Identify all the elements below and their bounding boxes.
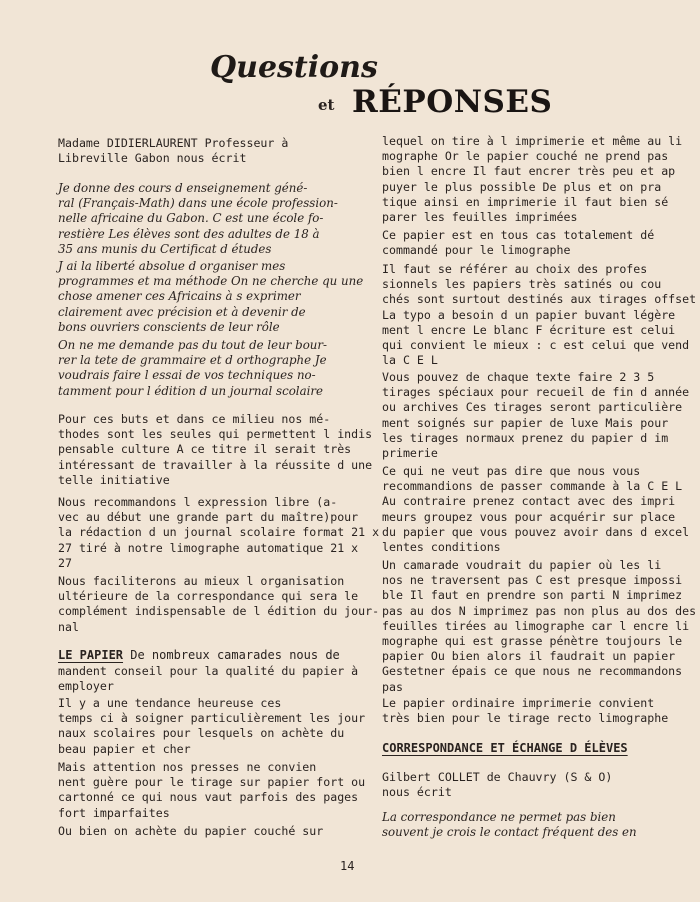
- text-line: Je donne des cours d enseignement géné-: [58, 181, 308, 195]
- paragraph-commande-cel: [382, 464, 690, 555]
- text-line: Il faut se référer au choix des profes: [382, 262, 648, 276]
- text-line: ment soignés sur papier de luxe Mais pour: [382, 415, 669, 430]
- text-line: ou archives Ces tirages seront particulière: [382, 400, 683, 415]
- text-line: La typo a besoin d un papier buvant légère: [382, 307, 676, 322]
- text-line: rer la tete de grammaire et d orthographe Je: [58, 353, 327, 368]
- text-line: intéressant de travailler à la réussite d une: [58, 457, 373, 472]
- title-et: et: [318, 96, 335, 114]
- text-line: nos ne traversent pas C est presque impossi: [382, 573, 683, 588]
- paragraph-attention: [58, 760, 366, 821]
- text-line: restière Les élèves sont des adultes de 18 à: [58, 226, 320, 241]
- text-line: On ne me demande pas du tout de leur bour-: [58, 338, 328, 352]
- title-questions: Questions: [210, 50, 378, 85]
- text-line: Mais attention nos presses ne convien: [58, 760, 317, 774]
- text-line: cartonné ce qui nous vaut parfois des pages: [58, 790, 359, 805]
- text-line: tique ainsi en imprimerie il faut bien sé: [382, 194, 669, 209]
- paragraph-decommande: [382, 228, 677, 258]
- paragraph-expression-libre: [58, 495, 380, 571]
- letter-paragraph-2: [58, 259, 364, 335]
- text-line: naux scolaires pour lesquels on achète du: [58, 726, 345, 741]
- text-line: lentes conditions: [382, 540, 501, 555]
- text-line: mandent conseil pour la qualité du papier à: [58, 664, 359, 678]
- text-line: commandé pour le limographe: [382, 243, 571, 258]
- text-line: ral (Français-Math) dans une école profession-: [58, 196, 338, 211]
- text-line: chose amener ces Africains à s exprimer: [58, 289, 301, 304]
- paragraph-correspondance: [58, 574, 380, 635]
- paragraph-imprimerie: [382, 134, 683, 225]
- text-line: ultérieure de la correspondance qui sera le: [58, 589, 359, 604]
- text-line: nent guère pour le tirage sur papier fort ou: [58, 775, 366, 790]
- text-line: nal: [58, 619, 79, 634]
- paragraph-buts: [58, 412, 373, 488]
- text-line: Gilbert COLLET de Chauvry (S & O): [382, 770, 613, 784]
- text-line: du papier que vous pouvez avoir dans d excel: [382, 524, 690, 539]
- text-line: bien l encre Il faut encrer très peu et ap: [382, 164, 676, 179]
- text-line: Pour ces buts et dans ce milieu nos mé-: [58, 412, 331, 426]
- letter-paragraph-1: [58, 181, 350, 257]
- text-line: meurs groupez vous pour acquérir sur place: [382, 509, 676, 524]
- paragraph-lignes: [382, 558, 697, 695]
- text-line: ment l encre Le blanc F écriture est celui: [382, 322, 676, 337]
- text-line: beau papier et cher: [58, 741, 191, 756]
- page-number-value: 14: [340, 859, 355, 873]
- text-line: voudrais faire l essai de vos techniques no-: [58, 368, 316, 383]
- text-line: vec au début une grande part du maître)pour: [58, 510, 359, 525]
- letter-paragraph-collet: [382, 810, 677, 840]
- text-line: nelle africaine du Gabon. C est une école fo-: [58, 211, 324, 226]
- text-line: Libreville Gabon nous écrit: [58, 151, 247, 166]
- paragraph-papier-ordinaire: [382, 696, 677, 726]
- text-line: Nous faciliterons au mieux l organisation: [58, 574, 345, 588]
- text-line: fort imparfaites: [58, 805, 170, 820]
- paragraph-papier-couche: [58, 824, 350, 839]
- text-line: puyer le plus possible De plus et on pra: [382, 179, 662, 194]
- text-line: Madame DIDIERLAURENT Professeur à: [58, 136, 289, 150]
- text-line: pensable culture A ce titre il serait très: [58, 442, 352, 457]
- paragraph-tirages-speciaux: [382, 370, 690, 461]
- text-line: Au contraire prenez contact avec des impri: [382, 494, 676, 509]
- paragraph-tendance: [58, 696, 366, 757]
- text-line: 27: [58, 555, 72, 570]
- text-line: Le papier ordinaire imprimerie convient: [382, 696, 655, 710]
- text-line: tirages spéciaux pour recueil de fin d année: [382, 385, 690, 400]
- papier-heading-label: LE PAPIER: [58, 648, 124, 662]
- text-line: Ce papier est en tous cas totalement dé: [382, 228, 655, 242]
- paragraph-papier: [58, 664, 359, 694]
- text-line: chés sont surtout destinés aux tirages offset: [382, 292, 697, 307]
- text-line: très bien pour le tirage recto limographe: [382, 711, 669, 726]
- text-line: pas: [382, 679, 403, 694]
- text-line: Nous recommandons l expression libre (a-: [58, 495, 338, 509]
- text-line: mographe qui est grasse pénètre toujours le: [382, 634, 683, 649]
- letter-paragraph-3: [58, 338, 350, 399]
- text-line: qui convient le mieux : c est celui que vend: [382, 338, 690, 353]
- text-line: parer les feuilles imprimées: [382, 210, 578, 225]
- text-line: La correspondance ne permet pas bien: [382, 810, 616, 824]
- section-heading-correspondance: [382, 741, 628, 755]
- text-line: 35 ans munis du Certificat d études: [58, 241, 272, 256]
- text-line: Gestetner épais ce que nous ne recommandons: [382, 664, 683, 679]
- text-line: Ou bien on achète du papier couché sur: [58, 824, 324, 838]
- text-line: lequel on tire à l imprimerie et même au li: [382, 134, 683, 148]
- section-heading-papier: [58, 648, 340, 662]
- paragraph-collet: [382, 770, 677, 800]
- text-line: la rédaction d un journal scolaire format 21 x: [58, 525, 380, 540]
- text-line: 27 tiré à notre limographe automatique 21 x: [58, 540, 359, 555]
- text-line: bons ouvriers conscients de leur rôle: [58, 319, 280, 334]
- intro-paragraph: [58, 136, 350, 166]
- text-line: papier Ou bien alors il faudrait un papier: [382, 649, 676, 664]
- text-line: ble Il faut en prendre son parti N imprimez: [382, 588, 683, 603]
- text-line: tamment pour l édition d un journal scolaire: [58, 383, 324, 398]
- text-line: complément indispensable de l édition du jour-: [58, 604, 380, 619]
- text-line: Ce qui ne veut pas dire que nous vous: [382, 464, 641, 478]
- text-line: Il y a une tendance heureuse ces: [58, 696, 282, 710]
- title-reponses: RÉPONSES: [352, 84, 553, 120]
- text-line: mographe Or le papier couché ne prend pas: [382, 149, 669, 164]
- text-line: Vous pouvez de chaque texte faire 2 3 5: [382, 370, 655, 384]
- text-line: Un camarade voudrait du papier où les li: [382, 558, 662, 572]
- text-line: pas au dos N imprimez pas non plus au dos des: [382, 603, 697, 618]
- page-number: [340, 859, 354, 873]
- text-line: sionnels les papiers très satinés ou cou: [382, 277, 662, 292]
- text-line: temps ci à soigner particulièrement les jour: [58, 711, 366, 726]
- text-line: thodes sont les seules qui permettent l indis: [58, 427, 373, 442]
- text-line: primerie: [382, 446, 438, 461]
- text-line: la C E L: [382, 353, 438, 368]
- text-line: feuilles tirées au limographe car l encre li: [382, 618, 690, 633]
- text-line: employer: [58, 679, 114, 694]
- correspondance-heading-label: CORRESPONDANCE ET ÉCHANGE D ÉLÈVES: [382, 741, 628, 755]
- text-line: les tirages normaux prenez du papier d im: [382, 430, 669, 445]
- text-line: programmes et ma méthode On ne cherche qu une: [58, 274, 364, 289]
- text-line: telle initiative: [58, 472, 170, 487]
- paragraph-professionnels: [382, 262, 697, 368]
- text-line: J ai la liberté absolue d organiser mes: [58, 259, 286, 273]
- text-line: souvent je crois le contact fréquent des en: [382, 825, 637, 840]
- text-line: nous écrit: [382, 785, 452, 800]
- text-line: clairement avec précision et à devenir de: [58, 304, 306, 319]
- papier-first-line: De nombreux camarades nous de: [123, 648, 340, 662]
- text-line: recommandions de passer commande à la C E L: [382, 479, 683, 494]
